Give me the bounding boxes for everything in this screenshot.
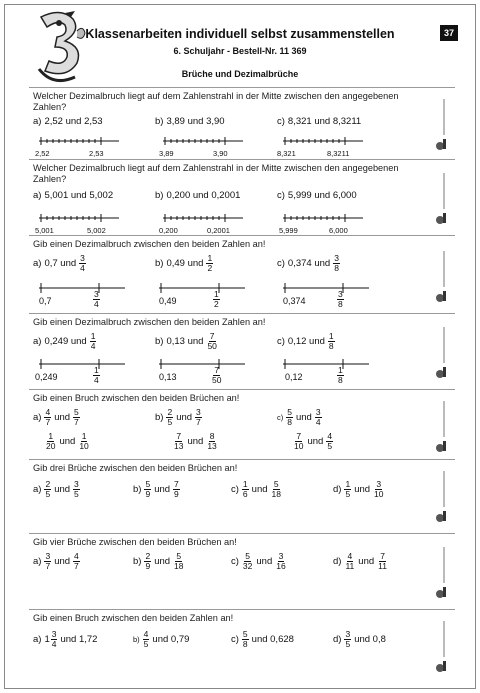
points-strip xyxy=(435,401,449,455)
number-line xyxy=(39,358,125,370)
stamp-icon xyxy=(435,365,449,379)
exercise-3c: c) 0,374 und $\frac{3}{8}$ xyxy=(277,253,339,273)
fraction: $\frac{3}{7}$ xyxy=(196,407,201,427)
fraction: $\frac{4}{5}$ xyxy=(143,629,149,649)
exercise-4a: a) 0,249 und $\frac{1}{4}$ xyxy=(33,331,96,351)
exercise-6-instruction: Gib drei Brüche zwischen den beiden Brüchen an! xyxy=(33,463,238,473)
exercise-1c: c) 8,321 und 8,3211 xyxy=(277,116,362,127)
number-line xyxy=(283,212,363,224)
exercise-1-instruction: Welcher Dezimalbruch liegt auf dem Zahlenstrahl in der Mitte zwischen den angegebenen Zahlen? xyxy=(33,91,399,112)
fraction: $\frac{3}{10}$ xyxy=(374,479,384,499)
fraction: $\frac{7}{50}$ xyxy=(207,331,217,351)
exercise-7b: b) $\frac{2}{9}$ und $\frac{5}{18}$ xyxy=(133,551,184,571)
points-strip xyxy=(435,471,449,525)
fraction: $\frac{3}{8}$ xyxy=(334,253,339,273)
exercise-5c: c) $\frac{5}{8}$ und $\frac{3}{4}$ xyxy=(277,407,321,427)
stamp-icon xyxy=(435,439,449,453)
fraction: $\frac{3}{4}$ xyxy=(80,253,85,273)
points-strip xyxy=(435,621,449,675)
topic-heading: Brüche und Dezimalbrüche xyxy=(181,69,299,79)
fraction: $\frac{5}{32}$ xyxy=(242,551,253,571)
fraction: $\frac{4}{7}$ xyxy=(45,407,51,427)
fraction: $\frac{1}{4}$ xyxy=(90,331,96,351)
stamp-icon xyxy=(435,137,449,151)
number-line xyxy=(39,282,125,294)
fraction: $\frac{1}{8}$ xyxy=(328,331,334,351)
fraction: $\frac{1}{2}$ xyxy=(207,253,213,273)
worksheet-page xyxy=(4,4,476,689)
fraction: $\frac{7}{11}$ xyxy=(378,551,387,571)
exercise-5b: b) $\frac{2}{5}$ und $\frac{3}{7}$ xyxy=(155,407,201,427)
exercise-4: Gib einen Dezimalbruch zwischen den beiden Zahlen an! a) 0,249 und $\frac{1}{4}$ b) 0,13 und $\frac{7}{50}$ c) 0,12 und $\frac{1}{8}$ 0,249 $\frac{1}{4}$ 0,13 $\frac{7}{50}$ 0,12 $\frac{1}{8}$ xyxy=(29,313,455,389)
fraction: $\frac{5}{7}$ xyxy=(74,407,79,427)
exercise-3a: a) 0,7 und $\frac{3}{4}$ xyxy=(33,253,85,273)
fraction: $\frac{1}{4}$ xyxy=(94,365,99,385)
fraction: $\frac{5}{9}$ xyxy=(145,479,151,499)
exercise-5a-second: $\frac{1}{20}$ und $\frac{1}{10}$ xyxy=(46,431,89,451)
fraction: $\frac{3}{4}$ xyxy=(315,407,321,427)
stamp-icon xyxy=(435,585,449,599)
exercise-7 xyxy=(29,533,455,609)
fraction: $\frac{7}{9}$ xyxy=(174,479,179,499)
fraction: $\frac{1}{2}$ xyxy=(214,289,219,309)
number-line xyxy=(163,135,243,147)
number-line xyxy=(283,282,369,294)
number-line xyxy=(283,358,369,370)
fraction: $\frac{3}{16}$ xyxy=(276,551,286,571)
exercise-6b: b) $\frac{5}{9}$ und $\frac{7}{9}$ xyxy=(133,479,179,499)
fraction: $\frac{3}{7}$ xyxy=(45,551,51,571)
fraction: $\frac{7}{50}$ xyxy=(212,365,222,385)
fraction: $\frac{8}{13}$ xyxy=(207,431,217,451)
points-strip xyxy=(435,99,449,153)
number-line xyxy=(159,358,245,370)
page-title: Klassenarbeiten individuell selbst zusammenstellen xyxy=(85,27,395,41)
exercise-8b: b) $\frac{4}{5}$ und 0,79 xyxy=(133,629,190,649)
exercise-2-instruction: Welcher Dezimalbruch liegt auf dem Zahlenstrahl in der Mitte zwischen den angegebenen Zahlen? xyxy=(33,163,399,184)
number-line xyxy=(39,135,119,147)
page-number-badge: 37 xyxy=(440,25,458,41)
fraction: $\frac{1}{8}$ xyxy=(338,365,343,385)
exercise-8 xyxy=(29,609,455,689)
exercise-1b: b) 3,89 und 3,90 xyxy=(155,116,225,127)
points-strip xyxy=(435,547,449,601)
fraction: $\frac{2}{5}$ xyxy=(45,479,51,499)
fraction: $\frac{4}{7}$ xyxy=(74,551,79,571)
exercise-8a: a) 1 $\frac{3}{4}$ und 1,72 xyxy=(33,629,98,649)
exercise-8-instruction: Gib einen Bruch zwischen den beiden Zahlen an! xyxy=(33,613,234,623)
fraction: $\frac{3}{4}$ xyxy=(94,289,99,309)
exercise-4b: b) 0,13 und $\frac{7}{50}$ xyxy=(155,331,217,351)
fraction: $\frac{1}{20}$ xyxy=(46,431,56,451)
exercise-6 xyxy=(29,459,455,533)
header xyxy=(5,5,475,89)
exercise-5 xyxy=(29,389,455,459)
exercise-5-instruction: Gib einen Bruch zwischen den beiden Brüchen an! xyxy=(33,393,240,403)
number-line xyxy=(283,135,363,147)
exercise-7a: a) $\frac{3}{7}$ und $\frac{4}{7}$ xyxy=(33,551,79,571)
number-line xyxy=(39,212,119,224)
exercise-8d: d) $\frac{3}{5}$ und 0,8 xyxy=(333,629,386,649)
exercise-7-instruction: Gib vier Brüche zwischen den beiden Brüchen an! xyxy=(33,537,237,547)
fraction: $\frac{3}{5}$ xyxy=(74,479,79,499)
points-strip xyxy=(435,251,449,305)
exercise-7c: c) $\frac{5}{32}$ und $\frac{3}{16}$ xyxy=(231,551,286,571)
number-line xyxy=(163,212,243,224)
points-strip xyxy=(435,327,449,381)
fraction: $\frac{1}{5}$ xyxy=(345,479,351,499)
exercise-5b-second: $\frac{7}{13}$ und $\frac{8}{13}$ xyxy=(174,431,217,451)
fraction: $\frac{5}{8}$ xyxy=(287,407,292,427)
fraction: $\frac{3}{8}$ xyxy=(338,289,343,309)
fraction: $\frac{2}{9}$ xyxy=(145,551,151,571)
fraction: $\frac{4}{5}$ xyxy=(327,431,333,451)
fraction: $\frac{5}{8}$ xyxy=(242,629,248,649)
exercise-1a: a) 2,52 und 2,53 xyxy=(33,116,103,127)
fraction: $\frac{3}{5}$ xyxy=(345,629,351,649)
exercise-6d: d) $\frac{1}{5}$ und $\frac{3}{10}$ xyxy=(333,479,384,499)
number-line xyxy=(159,282,245,294)
fraction: $\frac{1}{10}$ xyxy=(79,431,89,451)
exercise-4-instruction: Gib einen Dezimalbruch zwischen den beiden Zahlen an! xyxy=(33,317,266,327)
exercise-2c: c) 5,999 und 6,000 xyxy=(277,190,357,201)
fraction: $\frac{3}{4}$ xyxy=(51,629,57,649)
stamp-icon xyxy=(435,211,449,225)
exercise-2a: a) 5,001 und 5,002 xyxy=(33,190,114,201)
exercise-2: Welcher Dezimalbruch liegt auf dem Zahlenstrahl in der Mitte zwischen den angegebenen Zahlen? a) 5,001 und 5,002 b) 0,200 und 0,2001 c) 5,999 und 6,000 5,001 5,002 0,200 0,2001 5,999 6,000 xyxy=(29,159,455,235)
fraction: $\frac{7}{13}$ xyxy=(174,431,184,451)
stamp-icon xyxy=(435,289,449,303)
exercise-3: Gib einen Dezimalbruch zwischen den beiden Zahlen an! a) 0,7 und $\frac{3}{4}$ b) 0,49 und $\frac{1}{2}$ c) 0,374 und $\frac{3}{8}$ 0,7 $\frac{3}{4}$ 0,49 $\frac{1}{2}$ 0,374 $\frac{3}{8}$ xyxy=(29,235,455,313)
exercise-4c: c) 0,12 und $\frac{1}{8}$ xyxy=(277,331,334,351)
fraction: $\frac{1}{6}$ xyxy=(242,479,248,499)
exercise-6a: a) $\frac{2}{5}$ und $\frac{3}{5}$ xyxy=(33,479,79,499)
fraction: $\frac{5}{18}$ xyxy=(174,551,184,571)
fraction: $\frac{7}{10}$ xyxy=(294,431,304,451)
exercise-1: Welcher Dezimalbruch liegt auf dem Zahlenstrahl in der Mitte zwischen den angegebenen Zahlen? a) 2,52 und 2,53 b) 3,89 und 3,90 c) 8,321 und 8,3211 2,52 2,53 3,89 3,90 8,321 8,3211 xyxy=(29,87,455,159)
exercise-6c: c) $\frac{1}{6}$ und $\frac{5}{18}$ xyxy=(231,479,281,499)
exercise-2b: b) 0,200 und 0,2001 xyxy=(155,190,241,201)
page-subtitle: 6. Schuljahr - Bestell-Nr. 11 369 xyxy=(173,46,307,56)
stamp-icon xyxy=(435,509,449,523)
exercise-5a: a) $\frac{4}{7}$ und $\frac{5}{7}$ xyxy=(33,407,79,427)
exercise-5c-second: $\frac{7}{10}$ und $\frac{4}{5}$ xyxy=(294,431,333,451)
exercise-7d: d) $\frac{4}{11}$ und $\frac{7}{11}$ xyxy=(333,551,387,571)
points-strip xyxy=(435,173,449,227)
exercise-3-instruction: Gib einen Dezimalbruch zwischen den beiden Zahlen an! xyxy=(33,239,266,249)
fraction: $\frac{5}{18}$ xyxy=(271,479,281,499)
fraction: $\frac{2}{5}$ xyxy=(167,407,173,427)
exercise-3b: b) 0,49 und $\frac{1}{2}$ xyxy=(155,253,213,273)
exercise-8c: c) $\frac{5}{8}$ und 0,628 xyxy=(231,629,294,649)
fraction: $\frac{4}{11}$ xyxy=(345,551,355,571)
stamp-icon xyxy=(435,659,449,673)
